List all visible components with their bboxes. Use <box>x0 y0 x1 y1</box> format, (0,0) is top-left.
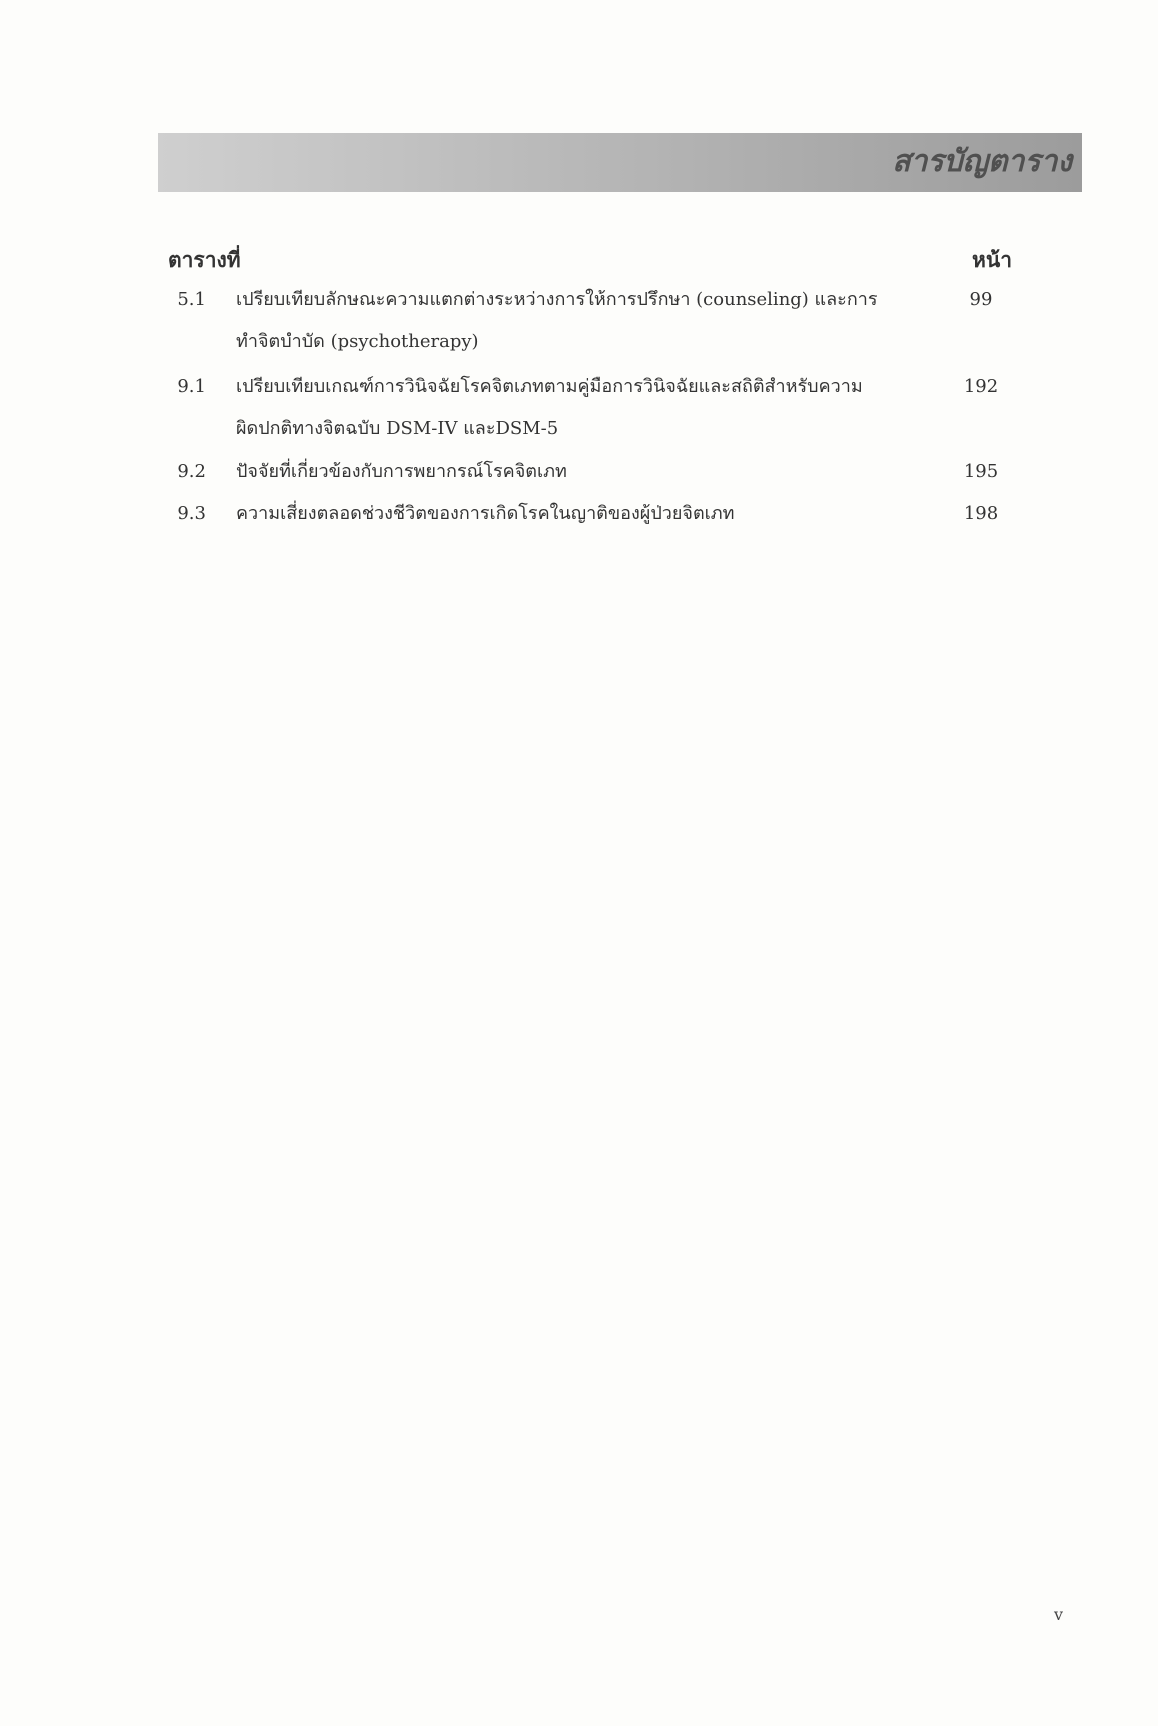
table-title-line: เปรียบเทียบลักษณะความแตกต่างระหว่างการให้การปรึกษา (counseling) และการ <box>236 289 878 310</box>
page-reference: 192 <box>963 376 999 397</box>
table-title-line: เปรียบเทียบเกณฑ์การวินิจฉัยโรคจิตเภทตามคู่มือการวินิจฉัยและสถิติสำหรับความ <box>236 376 863 397</box>
table-title <box>236 366 936 450</box>
page-column-header: หน้า <box>972 247 1012 272</box>
table-title-line: ทำจิตบำบัด (psychotherapy) <box>236 331 479 352</box>
table-number: 9.1 <box>177 376 206 397</box>
table-title <box>236 279 936 363</box>
table-number: 5.1 <box>177 289 206 310</box>
table-title <box>236 493 936 535</box>
table-title-line: ผิดปกติทางจิตฉบับ DSM-IV และDSM-5 <box>236 418 559 439</box>
page-reference: 99 <box>969 289 993 310</box>
page-number: v <box>1054 1605 1064 1624</box>
page-reference: 198 <box>963 503 999 524</box>
table-title-line: ความเสี่ยงตลอดช่วงชีวิตของการเกิดโรคในญาติของผู้ป่วยจิตเภท <box>236 503 735 524</box>
page-title: สารบัญตาราง <box>892 144 1072 179</box>
section-title-bar <box>158 133 1082 192</box>
page-reference: 195 <box>963 461 999 482</box>
table-column-header: ตารางที่ <box>168 247 241 272</box>
table-number: 9.3 <box>177 503 206 524</box>
table-title <box>236 451 936 493</box>
table-number: 9.2 <box>177 461 206 482</box>
table-title-line: ปัจจัยที่เกี่ยวข้องกับการพยากรณ์โรคจิตเภท <box>236 461 567 482</box>
